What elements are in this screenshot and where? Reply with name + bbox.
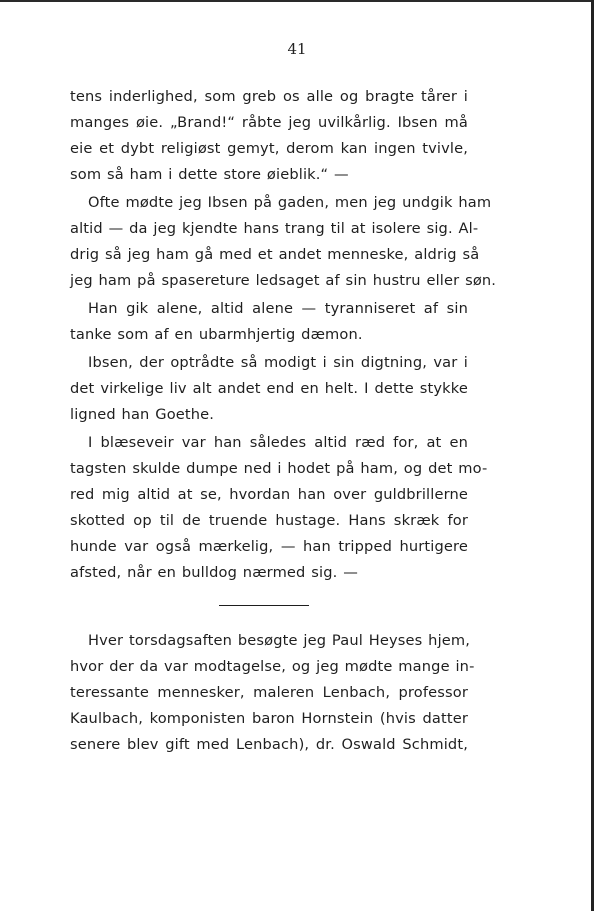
text-line: hvor der da var modtagelse, og jeg mødte mange in- — [70, 658, 475, 675]
text-line: red mig altid at se, hvordan han over guldbrillerne — [70, 486, 468, 503]
text-line: Ofte mødte jeg Ibsen på gaden, men jeg undgik ham — [88, 194, 492, 211]
text-line: Hver torsdagsaften besøgte jeg Paul Heyses hjem, — [88, 632, 471, 649]
text-line: som så ham i dette store øieblik.“ — — [70, 166, 349, 183]
text-line: tanke som af en ubarmhjertig dæmon. — [70, 326, 363, 343]
paragraph — [70, 84, 468, 188]
text-line: tens inderlighed, som greb os alle og bragte tårer i — [70, 88, 468, 105]
text-line: teressante mennesker, maleren Lenbach, professor — [70, 684, 468, 701]
text-line: jeg ham på spasereture ledsaget af sin hustru eller søn. — [70, 272, 497, 289]
paragraph — [70, 190, 497, 294]
text-line: senere blev gift med Lenbach), dr. Oswald Schmidt, — [70, 736, 468, 753]
text-section-2 — [70, 628, 475, 758]
section-separator-rule — [219, 605, 309, 606]
text-line: det virkelige liv alt andet end en helt. I dette stykke — [70, 380, 468, 397]
text-line: tagsten skulde dumpe ned i hodet på ham, og det mo- — [70, 460, 488, 477]
text-line: drig så jeg ham gå med et andet menneske, aldrig så — [70, 246, 480, 263]
text-line: Han gik alene, altid alene — tyranniseret af sin — [88, 300, 468, 317]
paragraph — [70, 350, 468, 428]
text-line: skotted op til de truende hustage. Hans skræk for — [70, 512, 468, 529]
paragraph — [70, 296, 468, 348]
text-line: afsted, når en bulldog nærmed sig. — — [70, 564, 358, 581]
text-line: hunde var også mærkelig, — han tripped hurtigere — [70, 538, 468, 555]
text-section-1 — [70, 84, 497, 586]
text-line: eie et dybt religiøst gemyt, derom kan ingen tvivle, — [70, 140, 468, 157]
paragraph — [70, 430, 488, 586]
paragraph — [70, 628, 475, 758]
page-top-edge — [0, 0, 594, 2]
page-number: 41 — [287, 40, 307, 58]
text-line: Kaulbach, komponisten baron Hornstein (hvis datter — [70, 710, 468, 727]
text-line: ligned han Goethe. — [70, 406, 215, 423]
text-line: manges øie. „Brand!“ råbte jeg uvilkårlig. Ibsen må — [70, 114, 468, 131]
text-line: altid — da jeg kjendte hans trang til at isolere sig. Al- — [70, 220, 479, 237]
text-line: Ibsen, der optrådte så modigt i sin digtning, var i — [88, 354, 468, 371]
text-line: I blæseveir var han således altid ræd for, at en — [88, 434, 468, 451]
